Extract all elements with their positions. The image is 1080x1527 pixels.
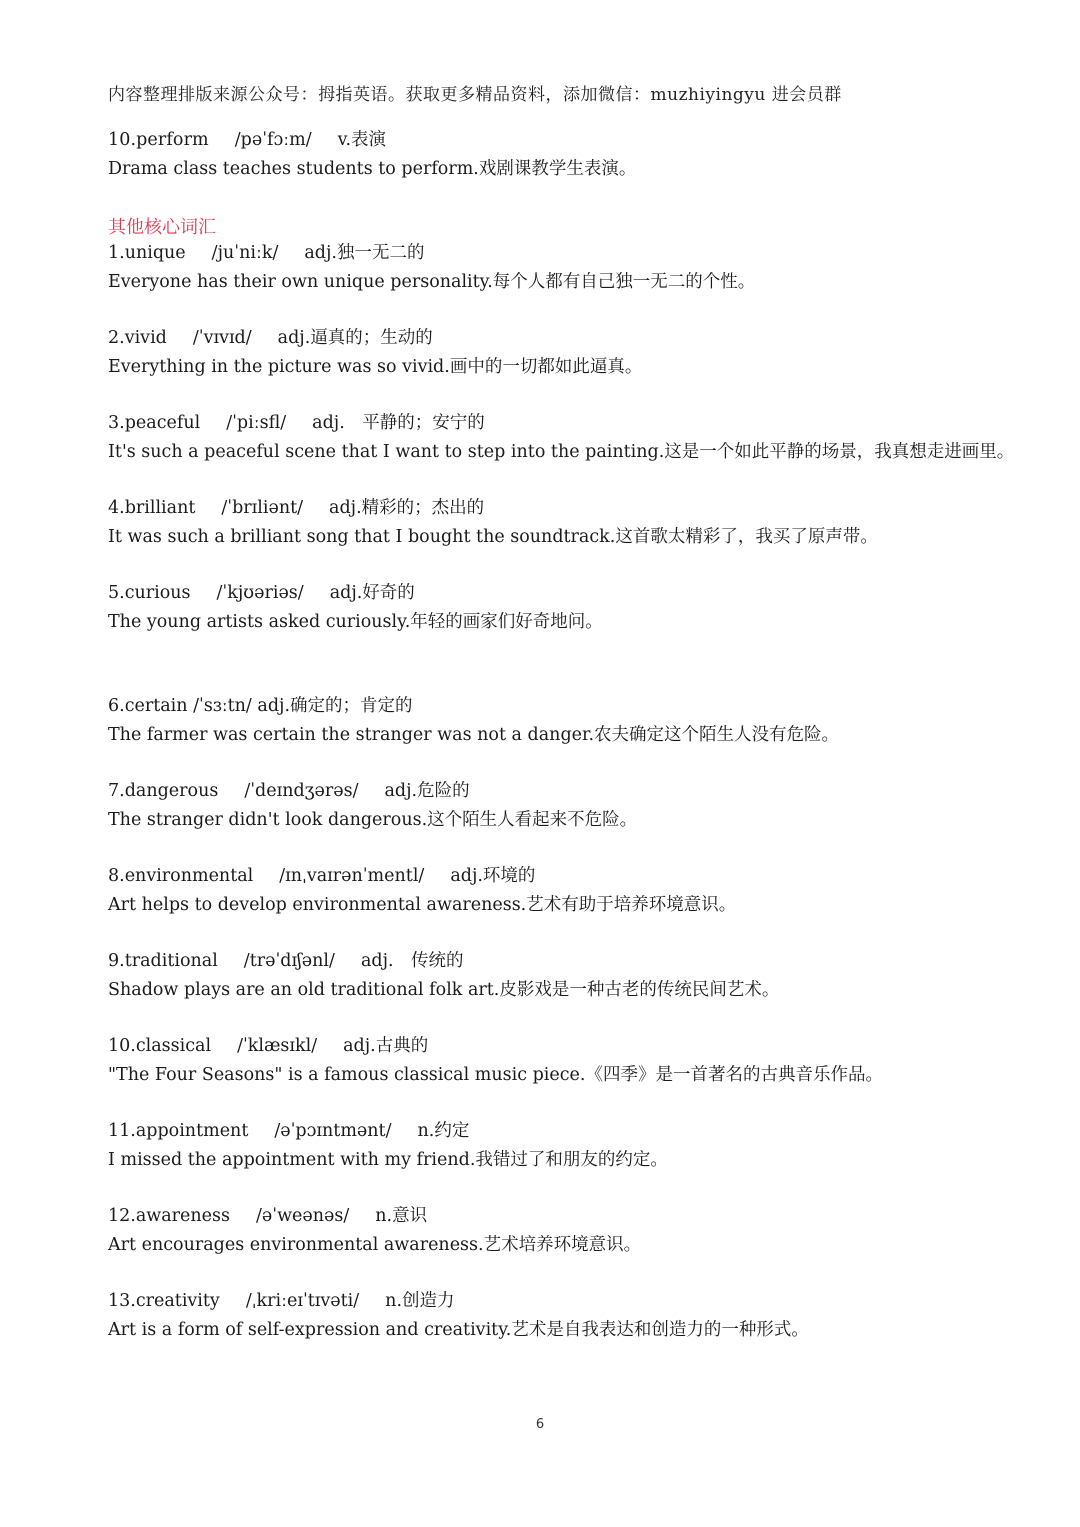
entry-example: It was such a brilliant song that I bought the soundtrack.这首歌太精彩了，我买了原声带。 <box>108 527 878 547</box>
entry-phonetic: /pəˈfɔːm/ <box>234 130 312 150</box>
entry-headword-line <box>108 129 386 151</box>
entry-example: Art is a form of self-expression and creativity.艺术是自我表达和创造力的一种形式。 <box>108 1320 809 1340</box>
entry-headword-line <box>108 695 413 717</box>
entry-example: It's such a peaceful scene that I want to step into the painting.这是一个如此平静的场景，我真想走进画里。 <box>108 442 1015 462</box>
entry-phonetic: /ˈkjʊəriəs/ <box>216 583 304 603</box>
entry-headword-line <box>108 327 433 349</box>
entry-headword-line <box>108 497 484 519</box>
entry-meaning: adj.环境的 <box>450 866 536 886</box>
entry-word: 10.classical <box>108 1036 212 1056</box>
entry-headword-line <box>108 780 470 802</box>
entry-example: Shadow plays are an old traditional folk art.皮影戏是一种古老的传统民间艺术。 <box>108 980 780 1000</box>
entry-meaning: adj.独一无二的 <box>304 243 425 263</box>
entry-meaning: adj.古典的 <box>343 1036 429 1056</box>
entry-word: 4.brilliant <box>108 498 196 518</box>
entry-meaning: adj.好奇的 <box>329 583 415 603</box>
entry-word: 13.creativity <box>108 1291 220 1311</box>
entry-meaning: n.创造力 <box>385 1291 455 1311</box>
entry-phonetic: /ˈklæsɪkl/ <box>237 1036 318 1056</box>
entry-example: Everyone has their own unique personality.每个人都有自己独一无二的个性。 <box>108 272 756 292</box>
entry-word: 5.curious <box>108 583 191 603</box>
entry-phonetic: /ˈpiːsfl/ <box>226 413 287 433</box>
entry-phonetic: /ˈbrɪliənt/ <box>221 498 304 518</box>
entry-headword-line <box>108 950 464 972</box>
entry-word: 9.traditional <box>108 951 218 971</box>
section-title: 其他核心词汇 <box>108 217 216 238</box>
entry-meaning: adj.精彩的；杰出的 <box>329 498 485 518</box>
entry-phonetic: /əˈpɔɪntmənt/ <box>274 1121 392 1141</box>
entry-phonetic: /juˈniːk/ <box>211 243 279 263</box>
entry-meaning: adj. 传统的 <box>360 951 464 971</box>
entry-word: 6.certain <box>108 696 188 716</box>
entry-meaning: n.约定 <box>417 1121 470 1141</box>
entry-phonetic: /ɪnˌvaɪrənˈmentl/ <box>279 866 425 886</box>
entry-meaning: v.表演 <box>337 130 387 150</box>
entry-word: 12.awareness <box>108 1206 230 1226</box>
entry-headword-line <box>108 582 415 604</box>
entry-headword-line <box>108 1205 427 1227</box>
entry-phonetic: /əˈweənəs/ <box>256 1206 350 1226</box>
entry-word: 1.unique <box>108 243 186 263</box>
entry-word: 11.appointment <box>108 1121 249 1141</box>
entry-meaning: adj.危险的 <box>384 781 470 801</box>
entry-phonetic: /ˈvɪvɪd/ <box>192 328 252 348</box>
entry-headword-line <box>108 865 535 887</box>
entry-phonetic: /ˈdeɪndʒərəs/ <box>244 781 359 801</box>
entry-example: The young artists asked curiously.年轻的画家们好奇地问。 <box>108 612 603 632</box>
entry-word: 3.peaceful <box>108 413 201 433</box>
entry-word: 7.dangerous <box>108 781 219 801</box>
entry-word: 2.vivid <box>108 328 167 348</box>
entry-example: The farmer was certain the stranger was not a danger.农夫确定这个陌生人没有危险。 <box>108 725 840 745</box>
page-number: 6 <box>535 1417 545 1432</box>
entry-example: Everything in the picture was so vivid.画中的一切都如此逼真。 <box>108 357 643 377</box>
entry-headword-line <box>108 412 485 434</box>
entry-example: The stranger didn't look dangerous.这个陌生人看起来不危险。 <box>108 810 638 830</box>
entry-headword-line <box>108 1035 428 1057</box>
entry-example: Drama class teaches students to perform.戏剧课教学生表演。 <box>108 159 637 179</box>
entry-example: Art encourages environmental awareness.艺术培养环境意识。 <box>108 1235 642 1255</box>
entry-word: 10.perform <box>108 130 209 150</box>
entry-headword-line <box>108 1120 469 1142</box>
entry-headword-line <box>108 1290 455 1312</box>
entry-headword-line <box>108 242 424 264</box>
entry-meaning: n.意识 <box>375 1206 428 1226</box>
entry-example: I missed the appointment with my friend.我错过了和朋友的约定。 <box>108 1150 668 1170</box>
entry-example: Art helps to develop environmental awareness.艺术有助于培养环境意识。 <box>108 895 737 915</box>
entry-example: "The Four Seasons" is a famous classical music piece.《四季》是一首著名的古典音乐作品。 <box>108 1065 883 1085</box>
entry-phonetic: /ˌkriːeɪˈtɪvəti/ <box>245 1291 360 1311</box>
entry-phonetic: /ˈsɜːtn/ <box>193 696 252 716</box>
entry-word: 8.environmental <box>108 866 254 886</box>
entry-meaning: adj.确定的；肯定的 <box>257 696 413 716</box>
entry-phonetic: /trəˈdɪʃənl/ <box>243 951 335 971</box>
page-header: 内容整理排版来源公众号：拇指英语。获取更多精品资料，添加微信：muzhiyingyu 进会员群 <box>108 85 842 105</box>
entry-meaning: adj. 平静的；安宁的 <box>312 413 485 433</box>
entry-meaning: adj.逼真的；生动的 <box>277 328 433 348</box>
